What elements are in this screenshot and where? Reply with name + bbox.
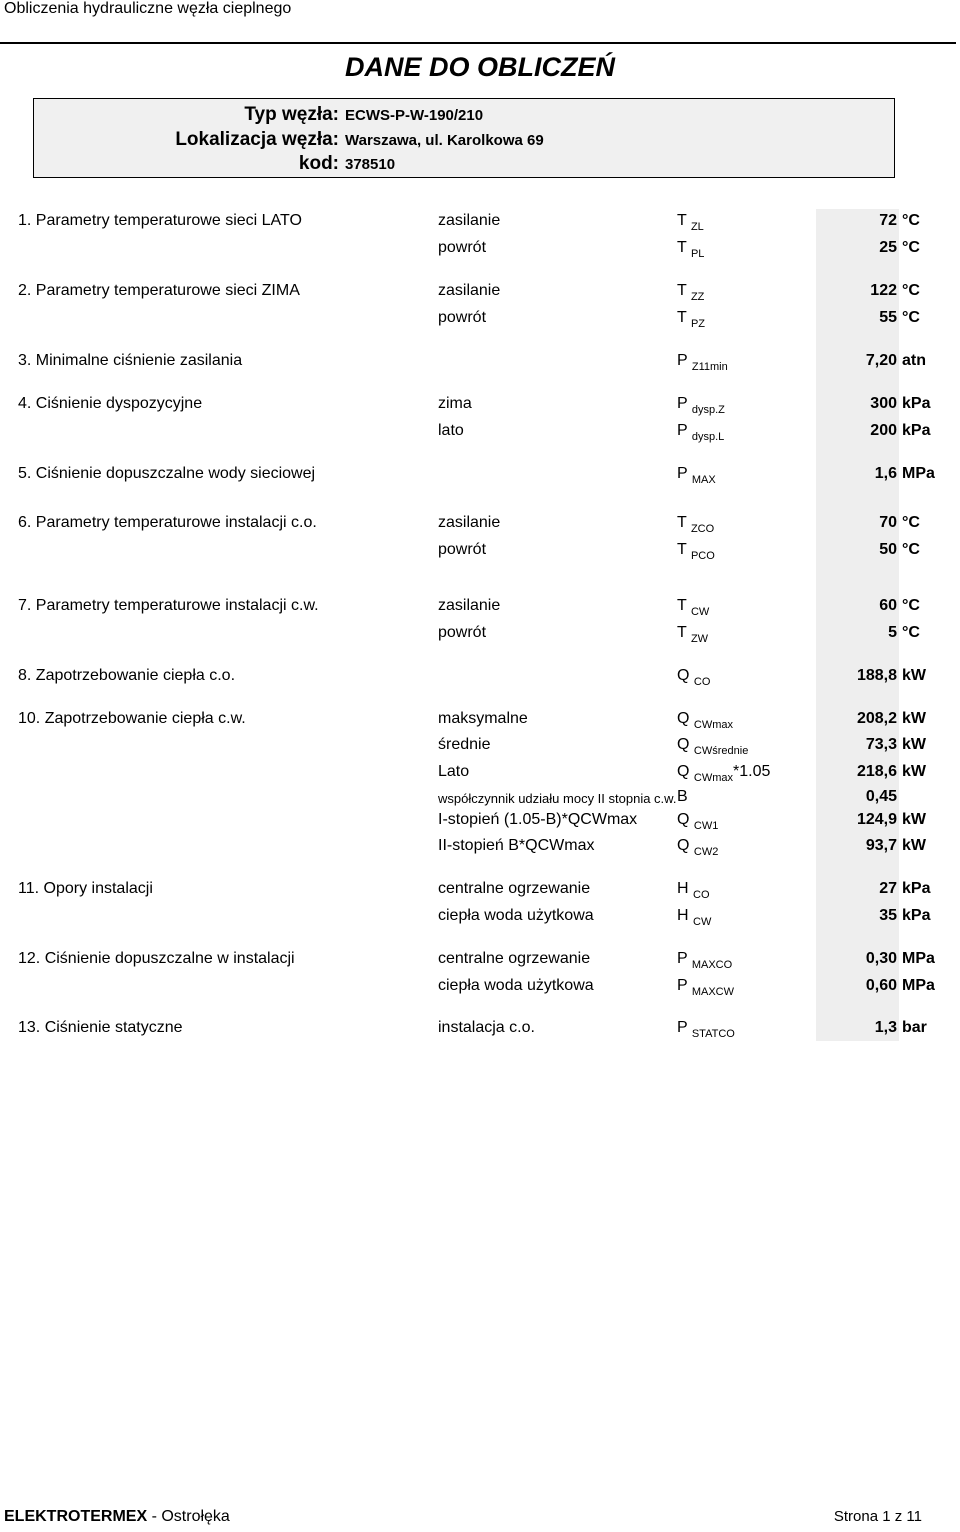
node-info-box	[33, 98, 895, 178]
symbol-subscript: ZCO	[690, 523, 715, 535]
parameter-row	[0, 905, 960, 929]
parameter-unit: MPa	[902, 465, 935, 482]
parameter-symbol	[677, 950, 732, 971]
parameter-row	[0, 948, 960, 972]
parameter-symbol	[677, 514, 714, 535]
symbol-subscript: CWmax	[693, 719, 734, 731]
parameter-unit: °C	[902, 309, 920, 326]
parameter-value: 7,20	[865, 352, 897, 369]
parameter-unit: °C	[902, 541, 920, 558]
page-header	[0, 0, 960, 44]
symbol-letter: T	[677, 597, 687, 614]
node-type-value: ECWS-P-W-190/210	[345, 107, 484, 124]
parameter-unit: kW	[902, 667, 926, 684]
parameter-symbol	[677, 667, 710, 688]
parameter-symbol	[677, 907, 711, 928]
parameter-unit: °C	[902, 624, 920, 641]
symbol-letter: P	[677, 1019, 688, 1036]
symbol-subscript: CW2	[693, 846, 719, 858]
parameter-row	[0, 878, 960, 902]
symbol-suffix: *1.05	[733, 763, 771, 780]
symbol-letter: T	[677, 282, 687, 299]
parameter-row	[0, 595, 960, 619]
symbol-letter: T	[677, 514, 687, 531]
parameter-symbol	[677, 880, 710, 901]
symbol-subscript: CW	[693, 916, 712, 928]
parameter-variant: zasilanie	[438, 597, 501, 614]
parameter-unit: °C	[902, 239, 920, 256]
parameter-value: 70	[879, 514, 897, 531]
symbol-letter: Q	[677, 763, 690, 780]
parameter-value: 218,6	[856, 763, 897, 780]
parameter-unit: kPa	[902, 880, 931, 897]
parameter-value: 0,45	[865, 788, 897, 805]
symbol-letter: Q	[677, 837, 690, 854]
parameter-label: 8. Zapotrzebowanie ciepła c.o.	[18, 667, 236, 684]
symbol-subscript: MAX	[691, 474, 716, 486]
parameter-value: 1,3	[874, 1019, 897, 1036]
parameter-variant: zasilanie	[438, 212, 501, 229]
parameter-unit: kW	[902, 837, 926, 854]
parameter-value: 1,6	[874, 465, 897, 482]
symbol-subscript: CO	[693, 889, 710, 901]
parameter-symbol	[677, 422, 724, 443]
header-divider	[0, 42, 956, 44]
parameter-row	[0, 622, 960, 646]
symbol-letter: Q	[677, 811, 690, 828]
symbol-letter: H	[677, 880, 689, 897]
parameter-variant: powrót	[438, 624, 487, 641]
parameter-symbol	[677, 624, 708, 645]
parameter-row	[0, 512, 960, 536]
parameter-variant: ciepła woda użytkowa	[438, 977, 594, 994]
parameter-symbol	[677, 212, 704, 233]
symbol-letter: P	[677, 465, 688, 482]
parameter-row	[0, 393, 960, 417]
parameter-row	[0, 734, 960, 758]
parameter-row	[0, 708, 960, 732]
parameter-label: 12. Ciśnienie dopuszczalne w instalacji	[18, 950, 295, 967]
parameter-symbol	[677, 736, 748, 757]
parameter-symbol	[677, 837, 718, 858]
parameter-value: 25	[879, 239, 897, 256]
parameter-variant: maksymalne	[438, 710, 528, 727]
parameter-row	[0, 1017, 960, 1041]
node-location-value: Warszawa, ul. Karolkowa 69	[345, 132, 544, 149]
header-title: Obliczenia hydrauliczne węzła cieplnego	[4, 0, 292, 17]
page-title: DANE DO OBLICZEŃ	[345, 52, 615, 82]
parameter-unit: MPa	[902, 977, 935, 994]
parameter-unit: MPa	[902, 950, 935, 967]
parameter-variant: powrót	[438, 239, 487, 256]
parameter-label: 7. Parametry temperaturowe instalacji c.w.	[18, 597, 319, 614]
parameter-row	[0, 210, 960, 234]
footer-company	[4, 1508, 230, 1526]
parameter-variant: centralne ogrzewanie	[438, 950, 591, 967]
parameter-label: 5. Ciśnienie dopuszczalne wody sieciowej	[18, 465, 316, 482]
parameter-value: 60	[879, 597, 897, 614]
parameter-variant: centralne ogrzewanie	[438, 880, 591, 897]
footer-company-city: - Ostrołęka	[147, 1508, 230, 1525]
parameter-row	[0, 786, 960, 810]
symbol-letter: Q	[677, 736, 690, 753]
parameter-variant: Lato	[438, 763, 470, 780]
parameter-row	[0, 307, 960, 331]
symbol-letter: Q	[677, 710, 690, 727]
parameter-label: 4. Ciśnienie dyspozycyjne	[18, 395, 203, 412]
parameter-variant: instalacja c.o.	[438, 1019, 535, 1036]
symbol-letter: T	[677, 309, 687, 326]
symbol-subscript: PCO	[690, 550, 715, 562]
symbol-subscript: Z11min	[691, 361, 728, 373]
symbol-subscript: STATCO	[691, 1028, 735, 1040]
symbol-subscript: ZW	[690, 633, 709, 645]
parameter-row	[0, 280, 960, 304]
parameter-symbol	[677, 395, 725, 416]
symbol-subscript: MAXCO	[691, 959, 733, 971]
parameter-value: 5	[888, 624, 897, 641]
parameter-variant: powrót	[438, 541, 487, 558]
parameter-unit: kPa	[902, 395, 931, 412]
parameter-row	[0, 463, 960, 487]
parameter-unit: °C	[902, 282, 920, 299]
parameter-row	[0, 665, 960, 689]
parameter-row	[0, 835, 960, 859]
parameter-value: 300	[870, 395, 897, 412]
parameter-symbol	[677, 597, 709, 618]
parameter-variant: lato	[438, 422, 464, 439]
parameter-row	[0, 975, 960, 999]
parameter-symbol	[677, 541, 715, 562]
symbol-letter: P	[677, 950, 688, 967]
symbol-subscript: CWśrednie	[693, 745, 749, 757]
parameter-value: 208,2	[856, 710, 897, 727]
parameter-variant: średnie	[438, 736, 491, 753]
node-code-value: 378510	[345, 156, 396, 173]
symbol-letter: T	[677, 212, 687, 229]
symbol-letter: B	[677, 788, 688, 805]
parameter-unit: °C	[902, 212, 920, 229]
parameter-symbol	[677, 710, 733, 731]
node-code-label: kod:	[298, 153, 339, 174]
parameter-value: 122	[870, 282, 897, 299]
node-location-row	[34, 129, 894, 153]
parameter-row	[0, 350, 960, 374]
symbol-subscript: ZL	[690, 221, 704, 233]
parameter-variant: zasilanie	[438, 514, 501, 531]
parameter-value: 124,9	[856, 811, 897, 828]
parameter-unit: kW	[902, 736, 926, 753]
parameter-symbol	[677, 465, 716, 486]
symbol-subscript: MAXCW	[691, 986, 735, 998]
parameter-value: 93,7	[865, 837, 897, 854]
symbol-subscript: PL	[690, 248, 705, 260]
page-footer	[0, 1508, 960, 1532]
parameter-value: 0,60	[865, 977, 897, 994]
parameter-unit: kW	[902, 763, 926, 780]
parameter-variant: II-stopień B*QCWmax	[438, 837, 595, 854]
parameter-value: 50	[879, 541, 897, 558]
parameter-symbol	[677, 352, 728, 373]
parameter-symbol	[677, 811, 718, 832]
parameter-label: 11. Opory instalacji	[18, 880, 153, 897]
parameter-value: 55	[879, 309, 897, 326]
parameter-variant: zasilanie	[438, 282, 501, 299]
symbol-letter: T	[677, 541, 687, 558]
parameter-value: 73,3	[865, 736, 897, 753]
parameter-unit: kW	[902, 710, 926, 727]
parameter-symbol	[677, 282, 704, 303]
symbol-subscript: ZZ	[690, 291, 705, 303]
symbol-subscript: PZ	[690, 318, 705, 330]
symbol-letter: P	[677, 977, 688, 994]
symbol-subscript: CW1	[693, 820, 719, 832]
parameter-symbol	[677, 763, 770, 784]
symbol-subscript: CW	[690, 606, 710, 618]
node-type-label: Typ węzła:	[244, 104, 339, 125]
symbol-letter: P	[677, 422, 688, 439]
parameter-row	[0, 420, 960, 444]
parameter-row	[0, 539, 960, 563]
parameter-label: 10. Zapotrzebowanie ciepła c.w.	[18, 710, 246, 727]
parameter-variant: I-stopień (1.05-B)*QCWmax	[438, 811, 638, 828]
parameter-value: 188,8	[856, 667, 897, 684]
node-location-label: Lokalizacja węzła:	[175, 129, 339, 150]
footer-page-number: Strona 1 z 11	[833, 1508, 922, 1525]
symbol-subscript: CO	[693, 676, 711, 688]
parameter-symbol	[677, 1019, 735, 1040]
symbol-letter: H	[677, 907, 689, 924]
parameter-variant: współczynnik udziału mocy II stopnia c.w.	[438, 791, 677, 806]
symbol-letter: P	[677, 395, 688, 412]
symbol-letter: T	[677, 624, 687, 641]
parameter-symbol	[677, 239, 704, 260]
footer-company-name: ELEKTROTERMEX	[4, 1508, 148, 1525]
parameter-label: 3. Minimalne ciśnienie zasilania	[18, 352, 243, 369]
parameter-unit: kPa	[902, 422, 931, 439]
symbol-subscript: dysp.Z	[691, 404, 725, 416]
parameter-variant: ciepła woda użytkowa	[438, 907, 594, 924]
parameter-label: 6. Parametry temperaturowe instalacji c.o.	[18, 514, 317, 531]
parameter-unit: °C	[902, 514, 920, 531]
node-code-row	[34, 153, 894, 177]
parameter-label: 1. Parametry temperaturowe sieci LATO	[18, 212, 302, 229]
parameter-variant: zima	[438, 395, 472, 412]
parameter-symbol	[677, 977, 734, 998]
parameter-label: 13. Ciśnienie statyczne	[18, 1019, 183, 1036]
symbol-letter: P	[677, 352, 688, 369]
symbol-letter: T	[677, 239, 687, 256]
symbol-subscript: CWmax	[693, 772, 734, 784]
parameter-unit: atn	[902, 352, 926, 369]
symbol-subscript: dysp.L	[691, 431, 725, 443]
parameter-unit: °C	[902, 597, 920, 614]
node-type-row	[34, 104, 894, 128]
parameter-unit: kPa	[902, 907, 931, 924]
parameter-unit: bar	[902, 1019, 927, 1036]
parameter-row	[0, 761, 960, 785]
parameter-unit: kW	[902, 811, 926, 828]
parameter-row	[0, 809, 960, 833]
parameter-symbol	[677, 309, 705, 330]
parameter-value: 200	[870, 422, 897, 439]
parameter-value: 27	[879, 880, 897, 897]
symbol-letter: Q	[677, 667, 690, 684]
parameter-value: 0,30	[865, 950, 897, 967]
parameter-label: 2. Parametry temperaturowe sieci ZIMA	[18, 282, 300, 299]
parameter-variant: powrót	[438, 309, 487, 326]
parameter-value: 72	[879, 212, 897, 229]
parameter-value: 35	[879, 907, 897, 924]
parameter-row	[0, 237, 960, 261]
parameter-symbol	[677, 788, 688, 806]
